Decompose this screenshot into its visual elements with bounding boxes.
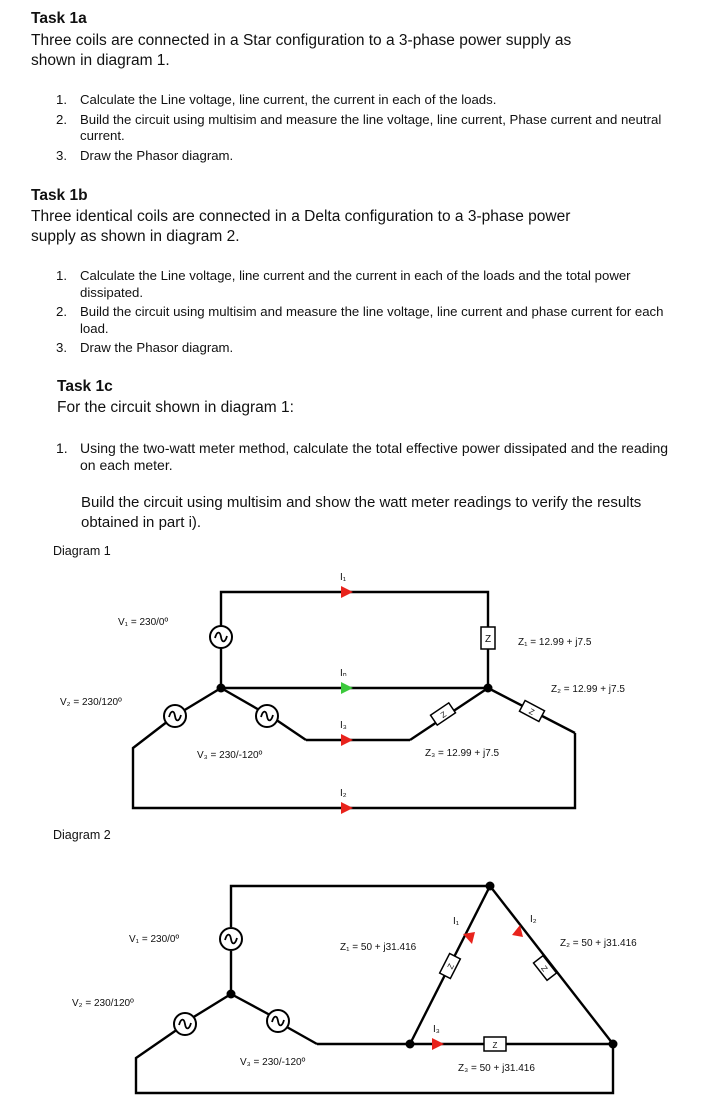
label-i3: I₃ (340, 720, 347, 731)
junction-dot (406, 1040, 415, 1049)
label-i3: I₃ (433, 1024, 440, 1035)
label-i2: I₂ (340, 788, 347, 799)
ac-source-v2-icon (164, 705, 186, 727)
current-arrow-i3 (432, 1038, 444, 1050)
task-1b-intro-line-1: Three identical coils are connected in a Delta configuration to a 3-phase power (31, 208, 571, 225)
junction-dot (609, 1040, 618, 1049)
diagram-1-label: Diagram 1 (53, 544, 111, 558)
task-1c-build-text: Build the circuit using multisim and show the watt meter readings to verify the results obtained in part i). (81, 494, 642, 531)
label-i2: I₂ (530, 914, 537, 925)
svg-text:Z: Z (492, 1041, 498, 1050)
impedance-z1 (440, 953, 461, 978)
task-1b-title: Task 1b (31, 187, 88, 204)
list-item: 1. Calculate the Line voltage, line current, the current in each of the loads. (56, 92, 497, 107)
impedance-z3 (484, 1037, 506, 1051)
task-1b-intro (31, 207, 671, 247)
list-item: 2. Build the circuit using multisim and measure the line voltage, line current and phase current for each load. (56, 304, 664, 336)
current-arrow-i1 (341, 586, 353, 598)
diagram-2-delta-circuit (0, 870, 712, 1107)
ac-source-v1-icon (220, 928, 242, 950)
label-v3: V₃ = 230/-120º (197, 750, 263, 761)
ac-source-v2-icon (174, 1013, 196, 1035)
impedance-z1 (481, 627, 495, 649)
label-z3: Z₃ = 50 + j31.416 (458, 1063, 535, 1074)
diagram-2-label: Diagram 2 (53, 828, 111, 842)
label-z3: Z₃ = 12.99 + j7.5 (425, 748, 500, 759)
ac-source-v3-icon (267, 1010, 289, 1032)
junction-dot (227, 990, 236, 999)
junction-dot (217, 684, 226, 693)
label-v3: V₃ = 230/-120º (240, 1057, 306, 1068)
label-i1: I₁ (453, 916, 460, 927)
task-1c-list (56, 440, 676, 477)
label-z1: Z₁ = 12.99 + j7.5 (518, 637, 592, 648)
ac-source-v3-icon (256, 705, 278, 727)
current-arrow-i3 (341, 734, 353, 746)
impedance-z2 (519, 701, 544, 722)
label-v2: V₂ = 230/120º (60, 697, 122, 708)
task-1c-intro: For the circuit shown in diagram 1: (57, 399, 294, 416)
diagram-1-star-circuit (0, 560, 712, 825)
task-1c-title: Task 1c (57, 378, 113, 395)
label-v2: V₂ = 230/120º (72, 998, 134, 1009)
label-in: Iₙ (340, 668, 347, 679)
svg-text:Z: Z (484, 634, 492, 645)
task-1b-list (56, 268, 676, 360)
label-v1: V₁ = 230/0º (118, 617, 169, 628)
task-1a-list (56, 92, 676, 167)
label-v1: V₁ = 230/0º (129, 934, 180, 945)
current-arrow-i2 (341, 802, 353, 814)
list-item: 1. Calculate the Line voltage, line current and the current in each of the loads and the total power dissipated. (56, 268, 631, 300)
list-item: 3. Draw the Phasor diagram. (56, 147, 234, 163)
task-1a-intro-line-1: Three coils are connected in a Star configuration to a 3-phase power supply as (31, 32, 572, 49)
junction-dot (484, 684, 493, 693)
svg-text:Z: Z (527, 706, 536, 718)
junction-dot (486, 882, 495, 891)
task-1a-intro-line-2: shown in diagram 1. (31, 52, 170, 69)
impedance-z2 (533, 956, 556, 981)
task-1a-intro (31, 31, 671, 71)
list-item: 2. Build the circuit using multisim and measure the line voltage, line current, Phase current and neutral current. (56, 111, 662, 143)
label-z2: Z₂ = 12.99 + j7.5 (551, 684, 625, 695)
svg-text:Z: Z (445, 962, 457, 971)
task-1b-intro-line-2: supply as shown in diagram 2. (31, 228, 240, 245)
ac-source-v1-icon (210, 626, 232, 648)
svg-text:Z: Z (439, 709, 449, 720)
list-item: 1. Using the two-watt meter method, calculate the total effective power dissipated and the reading on each meter. (56, 440, 669, 473)
label-i1: I₁ (340, 572, 347, 583)
task-1a-title: Task 1a (31, 10, 87, 27)
current-arrow-in (341, 682, 353, 694)
impedance-z3 (431, 703, 456, 725)
label-z2: Z₂ = 50 + j31.416 (560, 938, 637, 949)
svg-text:Z: Z (539, 963, 550, 974)
list-item: 3. Draw the Phasor diagram. (56, 340, 234, 355)
label-z1: Z₁ = 50 + j31.416 (340, 942, 417, 953)
